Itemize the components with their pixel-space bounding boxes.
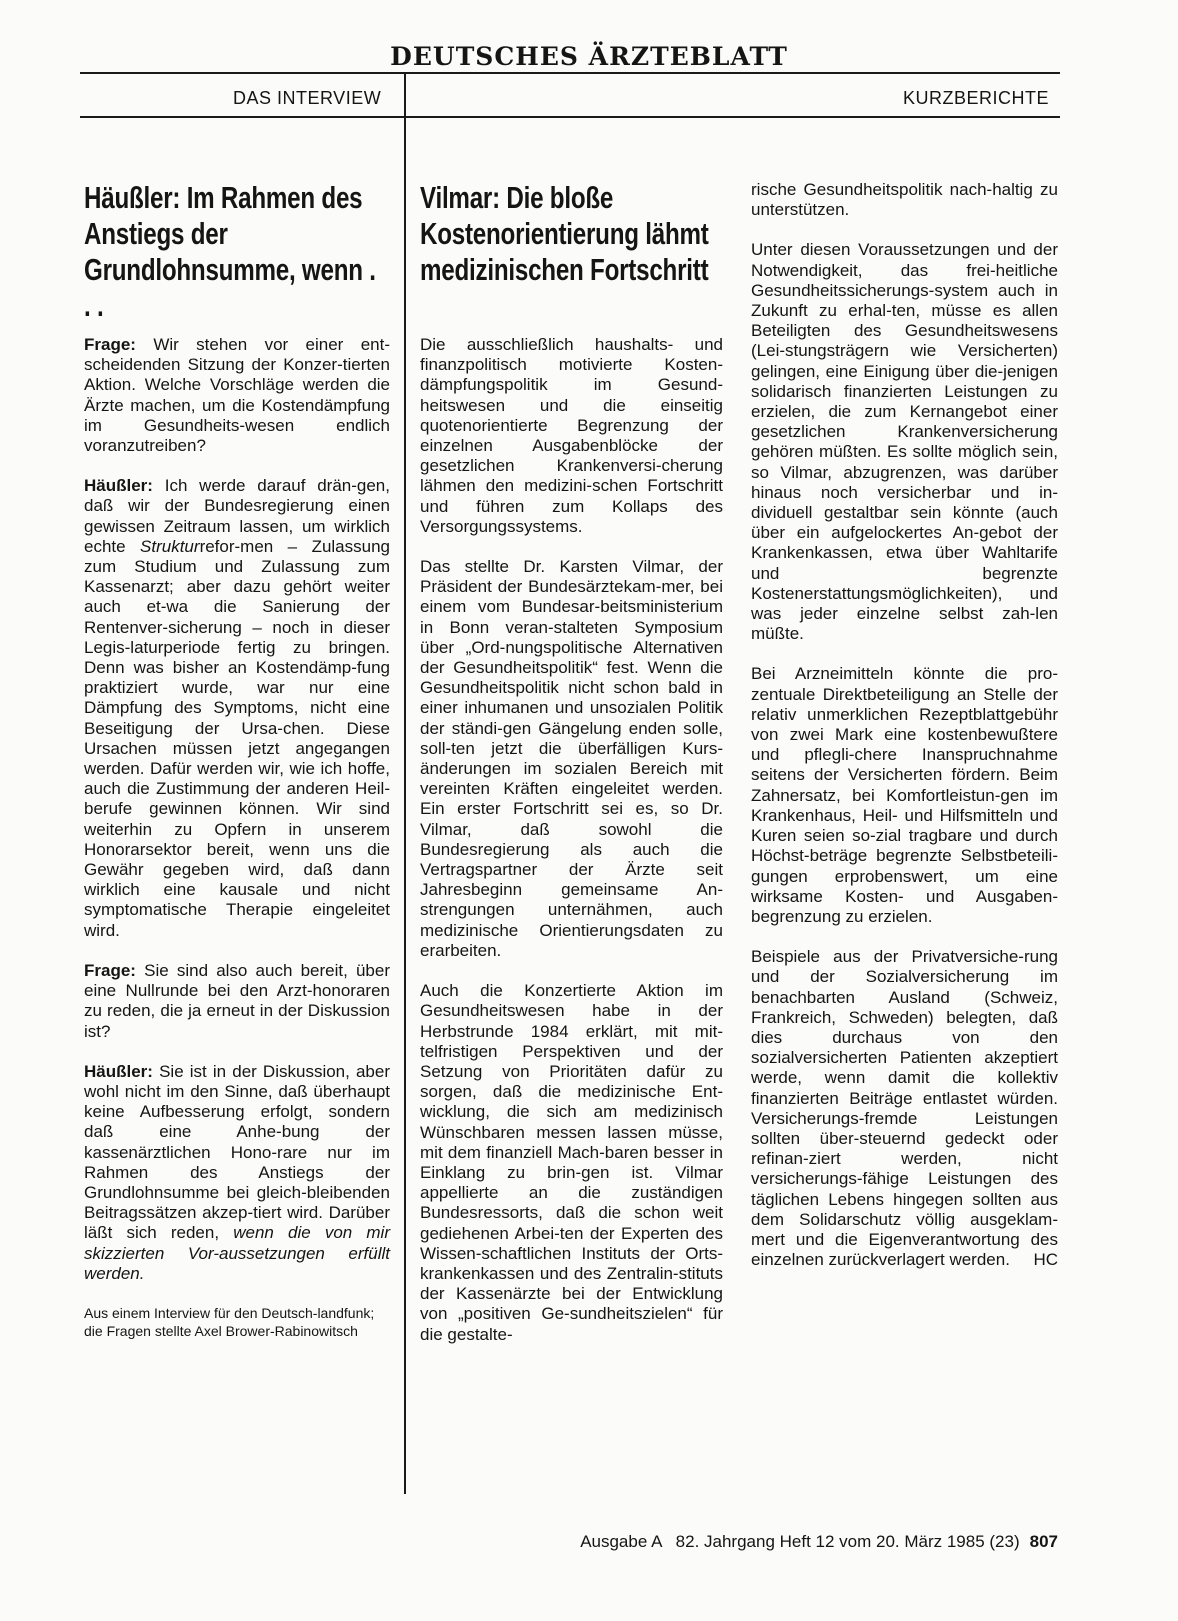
question-text: Sie sind also auch bereit, über eine Nullrunde bei den Arzt-honoraren zu reden, die ja erneut in der Diskussion ist? — [84, 960, 390, 1041]
interview-source-note: Aus einem Interview für den Deutsch-landfunk; die Fragen stellte Axel Brower-Rabinowitsch — [84, 1304, 375, 1339]
report-paragraph: Unter diesen Voraussetzungen und der Notwendigkeit, das frei-heitliche Gesundheitssicherungs-system auch in Zukunft zu erhal-ten, müsse es allen Beteiligten des Gesundheitswesens (Lei-stungsträgern wie Versicherten) gelingen, eine Einigung über die-jenigen solidarisch finanzierten Leistungen zu erzielen, die zum Kernangebot einer gesetzlichen Krankenversicherung gehören müßten. Es sollte möglich sein, so Vilmar, abzugrenzen, was darüber hinaus noch versicherbar und in-dividuell gestaltbar sein könnte (auch über ein aufgelockertes An-gebot der Krankenkassen, etwa über Wahltarife und begrenzte Kostenerstattungsmöglichkeiten), und was jeder einzelne selbst zah-len müßte. — [751, 240, 1058, 644]
answer-text: refor-men – Zulassung zum Studium und Zulassung zum Kassenarzt; aber dazu gehört weiter auch et-wa die Sanierung der Rentenver-sicherung – noch in dieser Legis-laturperiode fertig zu bringen. Denn was bisher an Kostendämp-fung praktiziert wurde, war nur eine Dämpfung des Symptoms, nicht eine Beseitigung der Ursa-chen. Diese Ursachen müssen jetzt angegangen werden. Dafür werden wir, wie ich hoffe, auch die Zustimmung der anderen Heil-berufe gewinnen können. Wir sind weiterhin zu Opfern in unserem Honorarsektor bereit, wenn uns die Gewähr gegeben wird, daß dann wirklich eine kausale und nicht symptomatische Therapie eingeleitet wird. — [84, 536, 391, 940]
interview-question-2 — [84, 961, 390, 1042]
issue-info: Ausgabe A 82. Jahrgang Heft 12 vom 20. März 1985 (23) — [580, 1532, 1020, 1551]
page-number: 807 — [1029, 1532, 1058, 1551]
speaker-label: Häußler: — [84, 476, 153, 496]
interview-column — [84, 335, 390, 1360]
report-paragraph: rische Gesundheitspolitik nach-haltig zu unterstützen. — [751, 180, 1058, 220]
report-paragraph: Das stellte Dr. Karsten Vilmar, der Präsident der Bundesärztekam-mer, bei einem vom Bundesar-beitsministerium in Bonn veran-stalteten Symposium über „Ord-nungspolitische Alternativen der Gesundheitspolitik“ fest. Wenn die Gesundheitspolitik nicht schon bald in einer inhumanen und unsozialen Politik der ständi-gen Gängelung enden solle, soll-ten jetzt die überfälligen Kurs-änderungen im sozialen Bereich mit vereinten Kräften eingeleitet werden. Ein erster Fortschritt sei es, so Dr. Vilmar, daß sowohl die Bundesregierung als auch die Vertragspartner der Ärzte seit Jahresbeginn gemeinsame An-strengungen unternähmen, auch medizinische Orientierungsdaten zu erarbeiten. — [420, 557, 723, 960]
question-text: Wir stehen vor einer ent-scheidenden Sitzung der Konzer-tierten Aktion. Welche Vorschläge werden die Ärzte machen, um die Kostendämpfung im Gesundheits-wesen endlich voranzutreiben? — [84, 335, 390, 456]
footer — [580, 1532, 1058, 1552]
report-paragraph — [751, 947, 1058, 1270]
speaker-label: Frage: — [84, 335, 136, 354]
interview-answer-1 — [84, 476, 390, 941]
header-rule-bottom — [80, 116, 1060, 118]
report-paragraph: Bei Arzneimitteln könnte die pro-zentuale Direktbeteiligung an Stelle der relativ unmerklichen Rezeptblattgebühr von zwei Mark eine kostenbewußtere und pflegli-chere Inanspruchnahme seitens der Versicherten fördern. Beim Zahnersatz, bei Komfortleistun-gen im Krankenhaus, Heil- und Hilfsmitteln und Kuren seien so-zial tragbare und durch Höchst-beträge begrenzte Selbstbeteili-gungen erprobenswert, um eine wirksame Kosten- und Ausgaben-begrenzung zu erzielen. — [751, 664, 1058, 926]
report-headline: Vilmar: Die bloße Kostenorientierung lähmt medizinischen Fortschritt — [420, 180, 709, 287]
report-column-2 — [751, 180, 1058, 1270]
interview-headline: Häußler: Im Rahmen des Anstiegs der Grundlohnsumme, wenn . . . — [84, 180, 376, 323]
answer-emphasis: Struktur — [140, 536, 200, 556]
report-closing-text: Beispiele aus der Privatversiche-rung und der Sozialversicherung im benachbarten Ausland (Schweiz, Frankreich, Schweden) belegten, daß dies durchaus von den sozialversicherten Patienten akzeptiert werde, wenn damit die kollektiv finanzierten Beiträge entlastet würden. Versicherungs-fremde Leistungen sollten über-steuernd gedeckt oder refinan-ziert werden, nicht versicherungs-fähige Leistungen des täglichen Lebens hingegen sollten aus dem Solidarschutz völlig ausgeklam-mert und die Eigenverantwortung des einzelnen zurückverlagert werden. — [751, 947, 1058, 1270]
header-rule-top — [80, 72, 1060, 74]
section-label-kurzberichte: KURZBERICHTE — [903, 88, 1050, 108]
speaker-label: Häußler: — [84, 1061, 153, 1081]
masthead-title: DEUTSCHES ÄRZTEBLATT — [390, 42, 788, 71]
author-initials: HC — [1033, 1250, 1058, 1270]
report-column-1 — [420, 335, 723, 1345]
answer-text: Sie ist in der Diskussion, aber wohl nicht im den Sinne, daß überhaupt keine Aufbesserung erfolgt, sondern daß eine Anhe-bung der kassenärztlichen Hono-rare nur im Rahmen des Anstiegs der Grundlohnsumme bei gleich-bleibenden Beitragssätzen akzep-tiert wird. Darüber läßt sich reden, — [84, 1061, 390, 1243]
answer-emphasis: wenn die von mir skizzierten Vor-aussetzungen erfüllt werden. — [84, 1223, 390, 1283]
report-paragraph: Die ausschließlich haushalts- und finanzpolitisch motivierte Kosten-dämpfungspolitik im Gesund-heitswesen und die einseitig quotenorientierte Begrenzung der einzelnen Ausgabenblöcke der gesetzlichen Krankenversi-cherung lähmen den medizini-schen Fortschritt und führen zum Kollaps des Versorgungssystems. — [420, 335, 723, 536]
report-paragraph: Auch die Konzertierte Aktion im Gesundheitswesen habe in der Herbstrunde 1984 erklärt, mit mit-telfristigen Perspektiven und der Setzung von Prioritäten dafür zu sorgen, daß die medizinische Ent-wicklung, die sich am medizinisch Wünschbaren messen lassen müsse, mit dem finanziell Mach-baren besser in Einklang zu brin-gen ist. Vilmar appellierte an die zuständigen Bundesressorts, daß die schon weit gediehenen Arbei-ten der Experten des Wissen-schaftlichen Instituts der Orts-krankenkassen und des Zentralin-stituts der Kassenärzte bei der Entwicklung von „positiven Ge-sundheitszielen“ für die gestalte- — [420, 981, 723, 1344]
interview-question-1 — [84, 335, 390, 456]
interview-answer-2 — [84, 1062, 390, 1284]
column-divider — [404, 74, 406, 1494]
speaker-label: Frage: — [84, 960, 136, 980]
section-label-interview: DAS INTERVIEW — [233, 88, 382, 108]
answer-text: Ich werde darauf drän-gen, daß wir der Bundesregierung einen gewissen Zeitraum lassen, um wirklich echte — [84, 476, 390, 556]
